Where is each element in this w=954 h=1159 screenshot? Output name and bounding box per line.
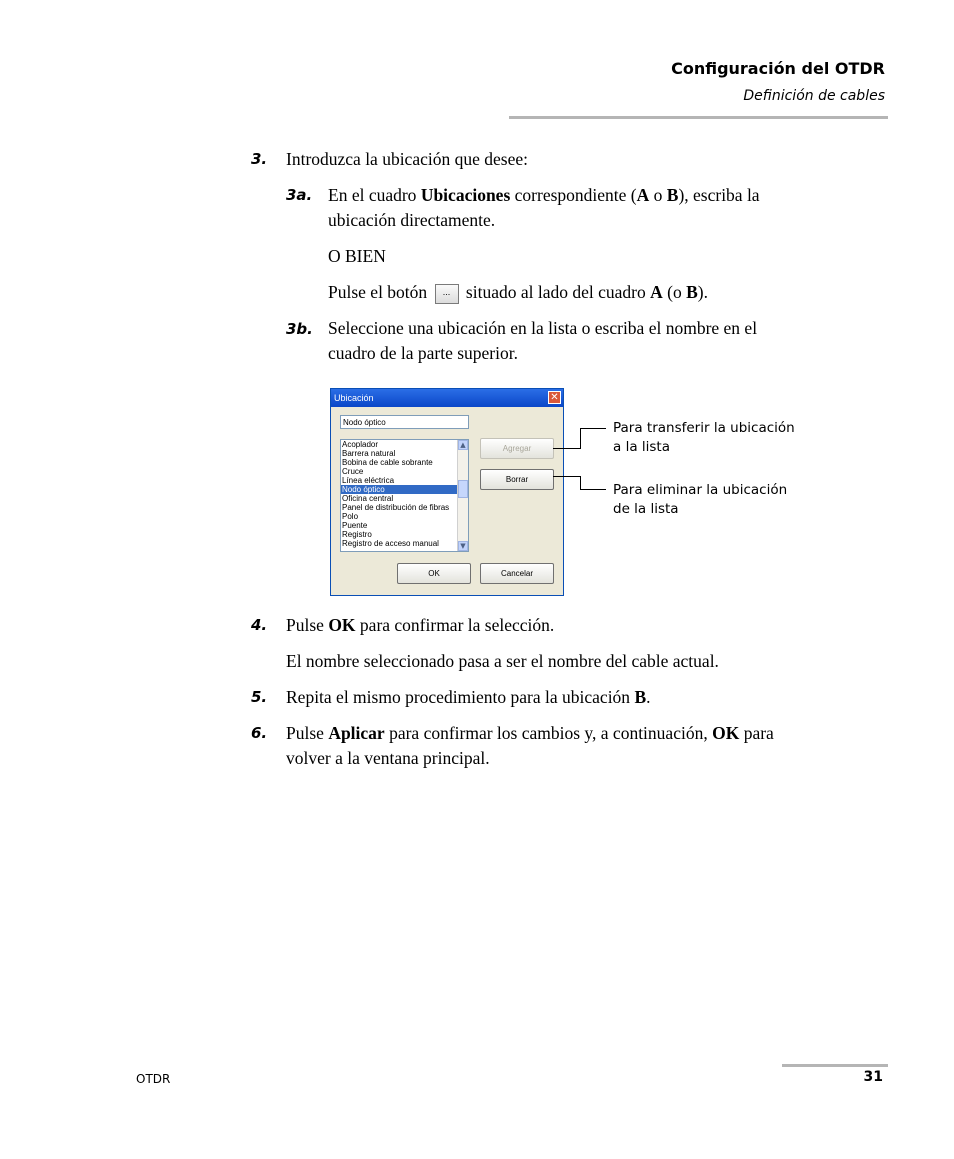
running-header-title: Configuración del OTDR: [671, 59, 885, 78]
callout-add-line1: Para transferir la ubicación: [613, 420, 795, 436]
step-3a-text: ), escriba la: [678, 185, 760, 205]
step-6-line1: [286, 721, 774, 746]
step-5-part: .: [646, 687, 651, 707]
cancel-button[interactable]: Cancelar: [480, 563, 554, 584]
step-3a-text: Pulse el botón: [328, 282, 428, 302]
list-item[interactable]: Panel de distribución de fibras: [342, 503, 450, 512]
list-item[interactable]: Nodo óptico: [341, 485, 468, 494]
list-item[interactable]: Registro: [342, 530, 372, 539]
step-4-part: para confirmar la selección.: [355, 615, 555, 635]
step-6-part: para: [739, 723, 774, 743]
list-item[interactable]: Bobina de cable sobrante: [342, 458, 433, 467]
list-item[interactable]: Polo: [342, 512, 359, 521]
step-3a-text: (o: [662, 282, 687, 302]
step-3a-text: situado al lado del cuadro: [465, 282, 651, 302]
step-6-line2: volver a la ventana principal.: [286, 748, 490, 768]
ubicaciones-bold: Ubicaciones: [420, 185, 511, 205]
location-list[interactable]: [340, 439, 469, 552]
callout-add-line: [580, 428, 581, 449]
callout-delete-line1: Para eliminar la ubicación: [613, 482, 788, 498]
header-rule: [509, 116, 888, 119]
box-b-bold: B: [666, 185, 679, 205]
step-4-part: Pulse: [286, 615, 329, 635]
aplicar-bold: Aplicar: [328, 723, 385, 743]
step-4-number: 4.: [251, 616, 268, 634]
step-6-number: 6.: [251, 724, 268, 742]
list-item[interactable]: Barrera natural: [342, 449, 396, 458]
step-3a-or: O BIEN: [328, 246, 386, 266]
step-5-part: Repita el mismo procedimiento para la ubicación: [286, 687, 635, 707]
list-item[interactable]: Registro de acceso manual: [342, 539, 439, 548]
step-3a-text: ).: [697, 282, 708, 302]
step-6-part: Pulse: [286, 723, 329, 743]
callout-delete-line: [580, 476, 581, 490]
running-header-subtitle: Definición de cables: [743, 88, 885, 104]
ubicacion-dialog: [330, 388, 564, 596]
step-6-part: para confirmar los cambios y, a continuación,: [384, 723, 713, 743]
callout-delete-line: [553, 476, 581, 477]
callout-delete-line: [580, 489, 606, 490]
dialog-title: Ubicación: [331, 389, 563, 407]
step-3-number: 3.: [251, 150, 268, 168]
step-3a-text: o: [649, 185, 667, 205]
step-3a-line1: [328, 183, 760, 208]
step-5-number: 5.: [251, 688, 268, 706]
box-a-bold: A: [636, 185, 650, 205]
scroll-down-icon[interactable]: ▼: [458, 541, 468, 551]
footer-product: OTDR: [136, 1072, 171, 1086]
callout-add-line2: a la lista: [613, 439, 670, 455]
step-3b-line2: cuadro de la parte superior.: [328, 343, 518, 363]
list-item[interactable]: Puente: [342, 521, 368, 530]
step-3b-line1: Seleccione una ubicación en la lista o escriba el nombre en el: [328, 318, 758, 338]
callout-delete-line2: de la lista: [613, 501, 679, 517]
step-4-note: El nombre seleccionado pasa a ser el nombre del cable actual.: [286, 651, 719, 671]
box-b-bold: B: [686, 282, 698, 302]
ok-button[interactable]: OK: [397, 563, 471, 584]
callout-add-text: [613, 419, 795, 457]
browse-ellipsis-button: ...: [435, 284, 459, 304]
step-4-text: [286, 613, 554, 638]
add-button[interactable]: Agregar: [480, 438, 554, 459]
box-a-bold: A: [650, 282, 663, 302]
step-3-text: Introduzca la ubicación que desee:: [286, 149, 528, 169]
ok-bold: OK: [712, 723, 740, 743]
scroll-thumb[interactable]: [458, 480, 468, 498]
ok-bold: OK: [328, 615, 356, 635]
list-item[interactable]: Oficina central: [342, 494, 394, 503]
footer-rule: [782, 1064, 888, 1067]
step-3a-line2: ubicación directamente.: [328, 210, 496, 230]
step-3a-number: 3a.: [286, 186, 313, 204]
close-icon[interactable]: ✕: [548, 391, 561, 404]
delete-button[interactable]: Borrar: [480, 469, 554, 490]
callout-add-line: [553, 448, 581, 449]
step-3a-button-line: [328, 280, 708, 305]
callout-add-line: [580, 428, 606, 429]
list-scrollbar[interactable]: [457, 440, 468, 551]
callout-delete-text: [613, 481, 787, 519]
step-3b-number: 3b.: [286, 320, 313, 338]
scroll-up-icon[interactable]: ▲: [458, 440, 468, 450]
page-number: 31: [863, 1069, 883, 1085]
step-3a-text: correspondiente (: [510, 185, 637, 205]
step-3a-text: En el cuadro: [328, 185, 421, 205]
step-5-text: [286, 685, 651, 710]
location-input[interactable]: Nodo óptico: [340, 415, 469, 429]
list-item[interactable]: Cruce: [342, 467, 364, 476]
list-item[interactable]: Línea eléctrica: [342, 476, 395, 485]
list-item[interactable]: Acoplador: [342, 440, 379, 449]
location-b-bold: B: [634, 687, 647, 707]
